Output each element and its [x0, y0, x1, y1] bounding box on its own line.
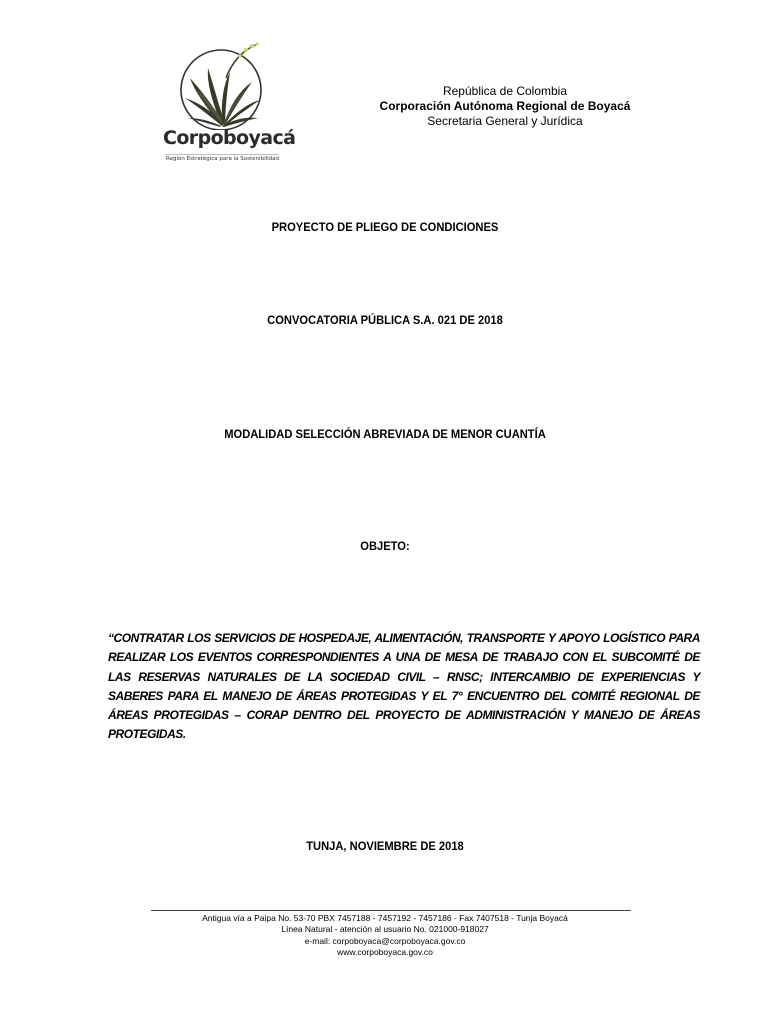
footer-address: Antigua vía a Paipa No. 53-70 PBX 7457188 - 7457192 - 7457186 - Fax 7407518 - Tunja Boyacá: [202, 913, 568, 923]
modality: MODALIDAD SELECCIÓN ABREVIADA DE MENOR CUANTÍA: [224, 427, 546, 441]
logo-wordmark: Corpoboyacá: [163, 127, 296, 149]
header-entity: Corporación Autónoma Regional de Boyacá: [379, 99, 631, 113]
document-title: PROYECTO DE PLIEGO DE CONDICIONES: [271, 220, 499, 234]
object-description: “CONTRATAR LOS SERVICIOS DE HOSPEDAJE, ALIMENTACIÓN, TRANSPORTE Y APOYO LOGÍSTICO PARA REALIZAR LOS EVENTOS CORRESPONDIENTES A UNA DE MESA DE TRABAJO CON EL SUBCOMITÉ DE LAS RESERVAS NATURALES DE LA SOCIEDAD CIVIL – RNSC; INTERCAMBIO DE EXPERIENCIAS Y SABERES PARA EL MANEJO DE ÁREAS PROTEGIDAS Y EL 7° ENCUENTRO DEL COMITÉ REGIONAL DE ÁREAS PROTEGIDAS – CORAP DENTRO DEL PROYECTO DE ADMINISTRACIÓN Y MANEJO DE ÁREAS PROTEGIDAS.: [108, 631, 700, 742]
footer-email: e-mail: corpoboyaca@corpoboyaca.gov.co: [304, 935, 466, 946]
call-number: CONVOCATORIA PÚBLICA S.A. 021 DE 2018: [267, 313, 503, 327]
frailejon-plant-icon: [160, 38, 288, 130]
header-country: República de Colombia: [442, 84, 568, 98]
logo-tagline: Región Estratégica para la Sostenibilidad: [166, 156, 279, 162]
letterhead: [370, 84, 640, 129]
place-date: TUNJA, NOVIEMBRE DE 2018: [306, 839, 464, 853]
footer-divider: [151, 910, 631, 911]
object-label: OBJETO:: [360, 539, 410, 553]
footer-hotline: Línea Natural - atención al usuario No. 021000-918027: [281, 924, 489, 935]
footer: [0, 913, 770, 958]
footer-website: www.corpoboyaca.gov.co: [337, 946, 433, 957]
header-office: Secretaria General y Jurídica: [427, 114, 583, 128]
